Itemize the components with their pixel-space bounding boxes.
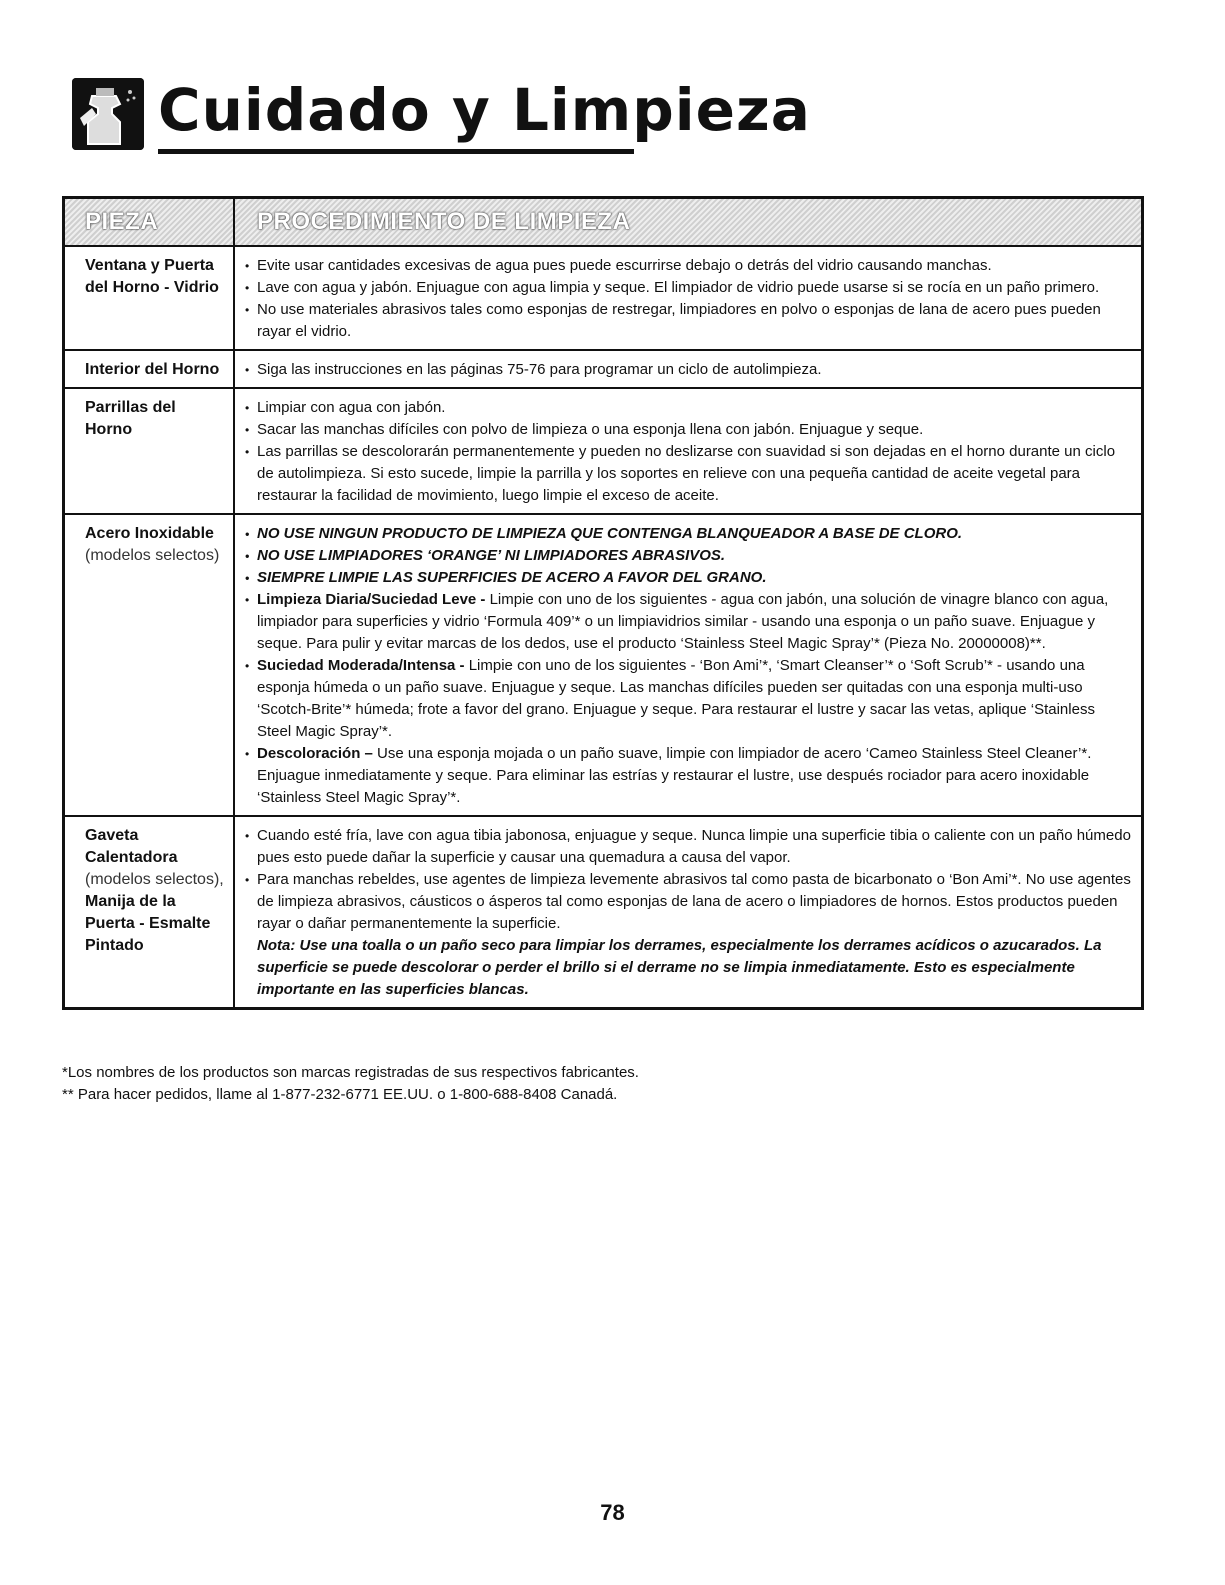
- table-header: [65, 199, 1141, 247]
- list-item: • Evite usar cantidades excesivas de agua pues puede escurrirse debajo o detrás del vidrio causando manchas.: [243, 255, 1131, 277]
- list-item: [243, 743, 1131, 809]
- part-cell: [65, 351, 235, 387]
- list-item: • Para manchas rebeldes, use agentes de limpieza levemente abrasivos tal como pasta de bicarbonato o ‘Bon Ami’*. No use agentes de limpieza abrasivos, cáusticos o ásperos tal como esponjas de lana de acero o limpiadores de hornos. Estos productos pueden rayar o dañar permanentemente la superficie.: [243, 869, 1131, 935]
- column-header-part: PIEZA: [65, 199, 235, 245]
- part-name: Manija de la Puerta - Esmalte Pintado: [85, 893, 211, 954]
- list-item: • Las parrillas se descolorarán permanentemente y pueden no deslizarse con suavidad si son dejadas en el horno durante un ciclo de autolimpieza. Si esto sucede, limpie la parrilla y los soportes en relieve con una pequeña cantidad de aceite vegetal para restaurar la facilidad de movimiento, luego limpie el exceso de aceite.: [243, 441, 1131, 507]
- item-text: Limpie con uno de los siguientes - agua con jabón, una solución de vinagre blanco con agua, limpiador para superficies y vidrio ‘Formula 409’* o un limpiavidrios similar - usando una esponja o un paño suave. Enjuague y seque. Para pulir y evitar marcas de los dedos, use el producto ‘Stainless Steel Magic Spray’* (Pieza No. 20000008)**.: [257, 591, 1109, 652]
- list-item: • Siga las instrucciones en las páginas 75-76 para programar un ciclo de autolimpieza.: [243, 359, 1131, 381]
- procedure-cell: [235, 389, 1141, 513]
- table-row: [65, 817, 1141, 1007]
- column-header-procedure: PROCEDIMIENTO DE LIMPIEZA: [257, 208, 631, 235]
- warning-item: • SIEMPRE LIMPIE LAS SUPERFICIES DE ACERO A FAVOR DEL GRANO.: [243, 567, 1131, 589]
- part-name: Gaveta Calentadora: [85, 827, 178, 866]
- part-name: Ventana y Puerta del Horno - Vidrio: [85, 257, 219, 296]
- part-cell: [65, 247, 235, 349]
- list-item: • No use materiales abrasivos tales como esponjas de restregar, limpiadores en polvo o esponjas de lana de acero pues pueden rayar el vidrio.: [243, 299, 1131, 343]
- note-text: Nota: Use una toalla o un paño seco para limpiar los derrames, especialmente los derrames acídicos o azucarados. La superficie se puede descolorar o perder el brillo si el derrame no se limpia inmediatamente. Esto es especialmente importante en las superficies blancas.: [257, 937, 1102, 998]
- part-note: (modelos selectos): [85, 547, 220, 564]
- title-underline: [158, 149, 634, 154]
- procedure-cell: [235, 515, 1141, 815]
- item-lead: Descoloración –: [257, 745, 373, 762]
- item-text: Use una esponja mojada o un paño suave, limpie con limpiador de acero ‘Cameo Stainless Steel Cleaner’*. Enjuague inmediatamente y seque. Para eliminar las estrías y restaurar el lustre, use después rociador para acero inoxidable ‘Stainless Steel Magic Spray’*.: [257, 745, 1092, 806]
- procedure-cell: [235, 247, 1141, 349]
- part-name: Parrillas del Horno: [85, 399, 176, 438]
- table-row: [65, 351, 1141, 389]
- page-number: 78: [600, 1500, 625, 1525]
- procedure-cell: [235, 817, 1141, 1007]
- footnotes: [62, 1062, 639, 1106]
- item-text: Limpie con uno de los siguientes - ‘Bon Ami’*, ‘Smart Cleanser’* o ‘Soft Scrub’* - usando una esponja húmeda o un paño suave. Enjuague y seque. Las manchas difíciles pueden ser quitadas con una esponja multi-uso ‘Scotch-Brite’* húmeda; frote a favor del grano. Enjuague y seque. Para restaurar el lustre y sacar las vetas, aplique ‘Stainless Steel Magic Spray’*.: [257, 657, 1095, 740]
- spray-bottle-icon: [72, 78, 144, 150]
- list-item: [243, 589, 1131, 655]
- warning-item: • NO USE NINGUN PRODUCTO DE LIMPIEZA QUE CONTENGA BLANQUEADOR A BASE DE CLORO.: [243, 523, 1131, 545]
- list-item: • Limpiar con agua con jabón.: [243, 397, 1131, 419]
- part-cell: [65, 515, 235, 815]
- list-item: [243, 655, 1131, 743]
- list-item: • Lave con agua y jabón. Enjuague con agua limpia y seque. El limpiador de vidrio puede usarse si se rocía en un paño primero.: [243, 277, 1131, 299]
- part-name: Interior del Horno: [85, 361, 220, 378]
- footnote-orders: ** Para hacer pedidos, llame al 1-877-232-6771 EE.UU. o 1-800-688-8408 Canadá.: [62, 1086, 618, 1103]
- part-name: Acero Inoxidable: [85, 525, 214, 542]
- page-header: [72, 70, 811, 160]
- list-item: • Sacar las manchas difíciles con polvo de limpieza o una esponja llena con jabón. Enjuague y seque.: [243, 419, 1131, 441]
- part-cell: [65, 389, 235, 513]
- table-row: [65, 389, 1141, 515]
- item-lead: Limpieza Diaria/Suciedad Leve -: [257, 591, 486, 608]
- part-cell: [65, 817, 235, 1007]
- warning-item: • NO USE LIMPIADORES ‘ORANGE’ NI LIMPIADORES ABRASIVOS.: [243, 545, 1131, 567]
- footnote-trademarks: *Los nombres de los productos son marcas registradas de sus respectivos fabricantes.: [62, 1064, 639, 1081]
- item-lead: Suciedad Moderada/Intensa -: [257, 657, 465, 674]
- list-item: • Cuando esté fría, lave con agua tibia jabonosa, enjuague y seque. Nunca limpie una superficie tibia o caliente con un paño húmedo pues esto puede dañar la superficie y causar una quemadura a causa del vapor.: [243, 825, 1131, 869]
- table-row: [65, 247, 1141, 351]
- part-note: (modelos selectos),: [85, 871, 224, 888]
- procedure-cell: [235, 351, 1141, 387]
- table-row: [65, 515, 1141, 817]
- page-title: Cuidado y Limpieza: [158, 76, 811, 144]
- cleaning-table: [62, 196, 1144, 1010]
